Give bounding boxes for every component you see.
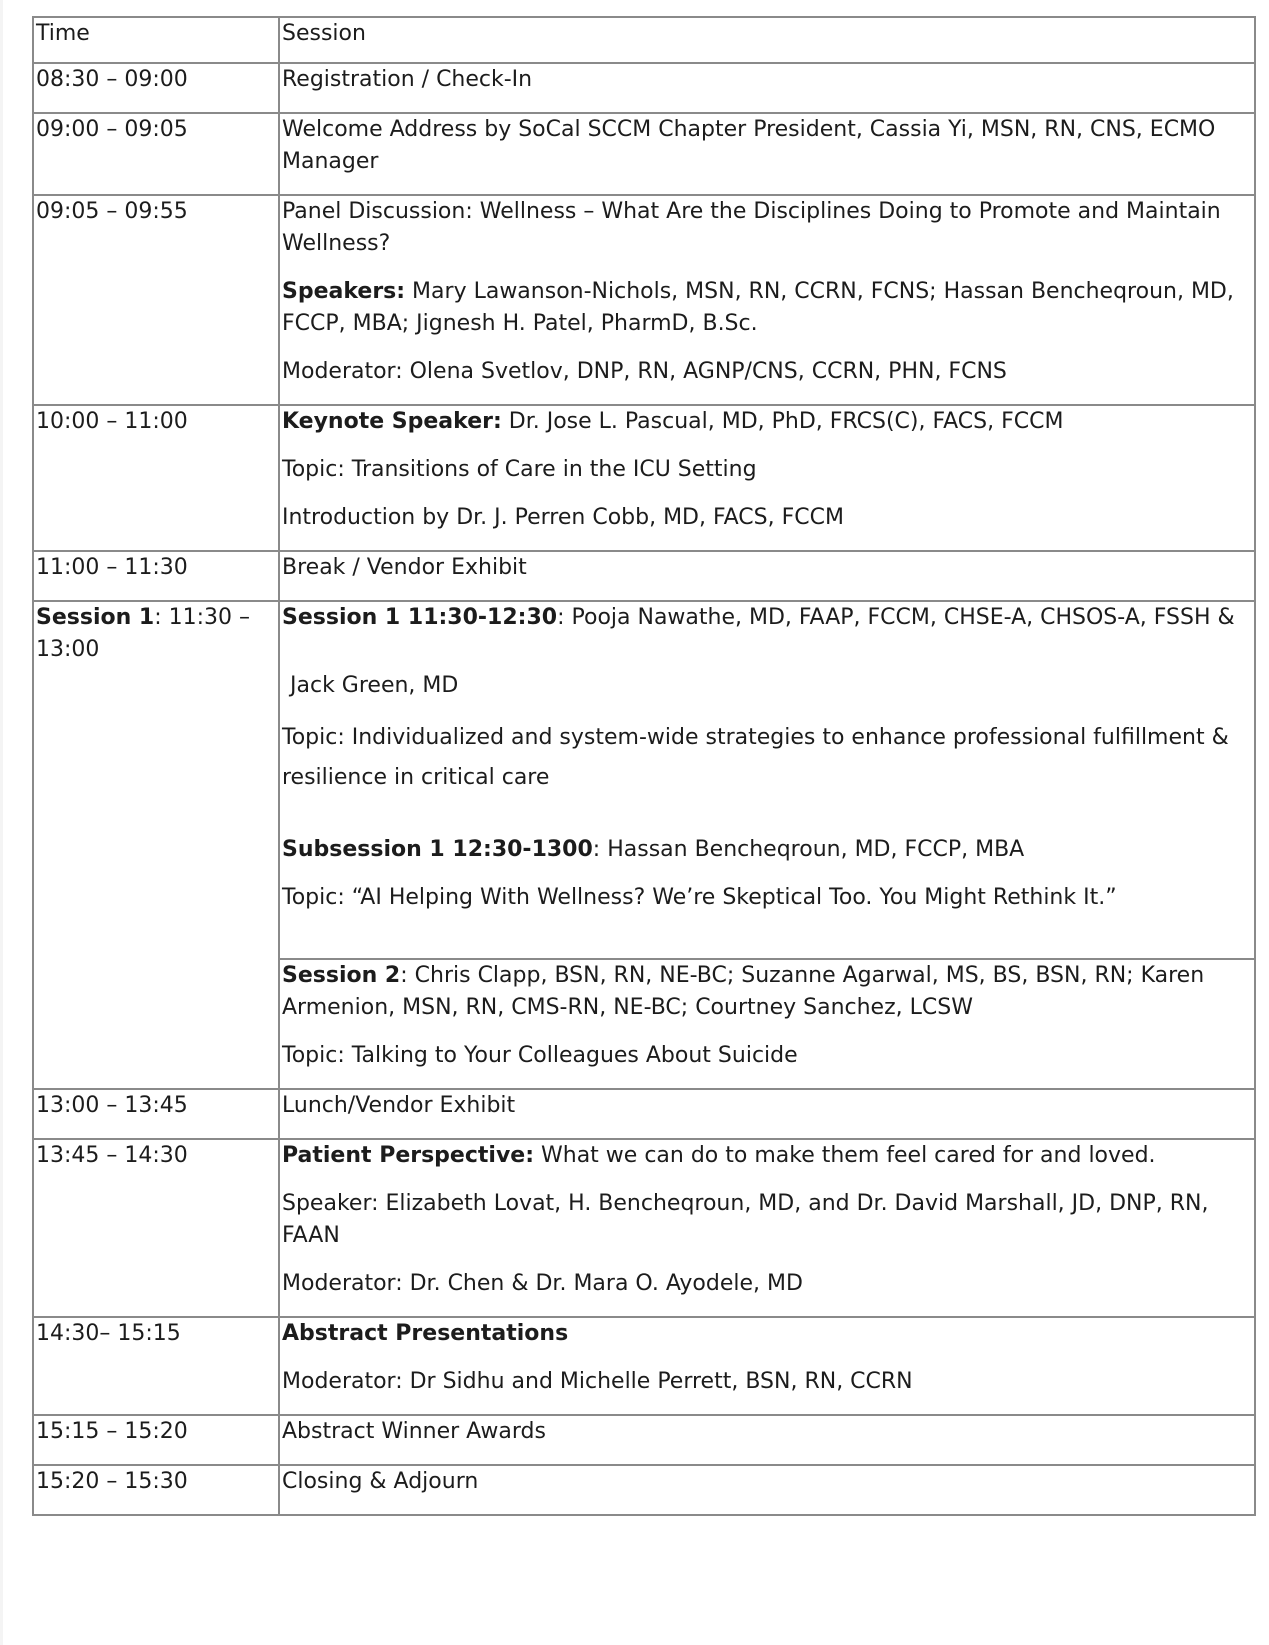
- speakers-label: Speakers:: [282, 279, 406, 304]
- table-row: [33, 1415, 1255, 1465]
- session-2-speakers-text: : Chris Clapp, BSN, RN, NE-BC; Suzanne Agarwal, MS, BS, BSN, RN; Karen Armenion, MSN, RN, CMS-RN, NE-BC; Courtney Sanchez, LCSW: [282, 963, 1205, 1020]
- document-page: [3, 0, 1269, 1645]
- time-cell: 10:00 – 11:00: [33, 405, 279, 551]
- patient-perspective-text: What we can do to make them feel cared for and loved.: [534, 1143, 1156, 1168]
- panel-speakers: [282, 276, 1254, 340]
- abstract-moderator: Moderator: Dr Sidhu and Michelle Perrett, BSN, RN, CCRN: [282, 1369, 913, 1394]
- session-cell: Registration / Check-In: [279, 63, 1255, 113]
- subsession-1-speaker: [282, 834, 1254, 866]
- table-row: [33, 1465, 1255, 1515]
- schedule-table: [32, 16, 1256, 1516]
- time-cell: 15:15 – 15:20: [33, 1415, 279, 1465]
- time-cell: 09:00 – 09:05: [33, 113, 279, 195]
- abstract-presentations-title: [282, 1318, 1254, 1350]
- time-cell: 09:05 – 09:55: [33, 195, 279, 405]
- time-cell: [33, 601, 279, 1089]
- session-1-speaker-2: Jack Green, MD: [290, 673, 459, 698]
- session-2-label: Session 2: [282, 963, 401, 988]
- patient-perspective-label: Patient Perspective:: [282, 1143, 535, 1168]
- session-1-topic-line-1: Topic: Individualized and system-wide strategies to enhance professional fulfillment &: [282, 725, 1229, 750]
- table-row: [33, 1317, 1255, 1415]
- table-row: [33, 63, 1255, 113]
- session-cell: [279, 195, 1255, 405]
- session-1-speakers-text: : Pooja Nawathe, MD, FAAP, FCCM, CHSE-A, CHSOS-A, FSSH &: [557, 605, 1235, 630]
- session-cell: [279, 1317, 1255, 1415]
- table-row: [33, 601, 1255, 959]
- subsession-1-label: Subsession 1 12:30-1300: [282, 837, 593, 862]
- time-cell: 13:00 – 13:45: [33, 1089, 279, 1139]
- keynote-label: Keynote Speaker:: [282, 409, 502, 434]
- session-cell: Break / Vendor Exhibit: [279, 551, 1255, 601]
- session-1-time-label: Session 1: [36, 605, 155, 630]
- session-1-time: : 11:30 – 13:00: [36, 605, 251, 662]
- patient-moderator: Moderator: Dr. Chen & Dr. Mara O. Ayodele, MD: [282, 1271, 803, 1296]
- keynote-topic: Topic: Transitions of Care in the ICU Setting: [282, 457, 757, 482]
- session-2-topic: Topic: Talking to Your Colleagues About Suicide: [282, 1043, 798, 1068]
- session-cell: [279, 1139, 1255, 1317]
- table-row: [33, 405, 1255, 551]
- panel-moderator: Moderator: Olena Svetlov, DNP, RN, AGNP/CNS, CCRN, PHN, FCNS: [282, 359, 1007, 384]
- session-1-topic-line-2: resilience in critical care: [282, 765, 550, 790]
- table-header-row: [33, 17, 1255, 63]
- session-2-speakers: [282, 960, 1254, 1024]
- session-cell: [279, 959, 1255, 1089]
- session-cell: [279, 405, 1255, 551]
- keynote-text: Dr. Jose L. Pascual, MD, PhD, FRCS(C), FACS, FCCM: [501, 409, 1064, 434]
- session-cell: [279, 601, 1255, 959]
- speakers-text: Mary Lawanson-Nichols, MSN, RN, CCRN, FCNS; Hassan Bencheqroun, MD, FCCP, MBA; Jignesh H. Patel, PharmD, B.Sc.: [282, 279, 1234, 336]
- time-cell: 13:45 – 14:30: [33, 1139, 279, 1317]
- subsession-1-topic: Topic: “AI Helping With Wellness? We’re Skeptical Too. You Might Rethink It.”: [282, 885, 1117, 910]
- subsession-1-speaker-text: : Hassan Bencheqroun, MD, FCCP, MBA: [592, 837, 1025, 862]
- table-row: [33, 113, 1255, 195]
- session-1-label: Session 1 11:30-12:30: [282, 605, 558, 630]
- table-row: [33, 1089, 1255, 1139]
- keynote-intro: Introduction by Dr. J. Perren Cobb, MD, FACS, FCCM: [282, 505, 844, 530]
- abstract-presentations-label: Abstract Presentations: [282, 1321, 569, 1346]
- session-cell: Abstract Winner Awards: [279, 1415, 1255, 1465]
- header-session: Session: [279, 17, 1255, 63]
- time-cell: 08:30 – 09:00: [33, 63, 279, 113]
- keynote-speaker: [282, 406, 1254, 438]
- table-row: [33, 195, 1255, 405]
- patient-speaker: Speaker: Elizabeth Lovat, H. Bencheqroun, MD, and Dr. David Marshall, JD, DNP, RN, FAAN: [282, 1191, 1209, 1248]
- session-1-topic: [282, 718, 1254, 798]
- session-cell: Lunch/Vendor Exhibit: [279, 1089, 1255, 1139]
- panel-title: Panel Discussion: Wellness – What Are the Disciplines Doing to Promote and Maintain Wellness?: [282, 199, 1221, 256]
- session-1-speakers: [282, 602, 1254, 634]
- header-time: Time: [33, 17, 279, 63]
- time-cell: 15:20 – 15:30: [33, 1465, 279, 1515]
- table-row: [33, 551, 1255, 601]
- time-cell: 14:30– 15:15: [33, 1317, 279, 1415]
- table-row: [33, 1139, 1255, 1317]
- time-cell: 11:00 – 11:30: [33, 551, 279, 601]
- session-cell: Welcome Address by SoCal SCCM Chapter President, Cassia Yi, MSN, RN, CNS, ECMO Manager: [279, 113, 1255, 195]
- session-cell: Closing & Adjourn: [279, 1465, 1255, 1515]
- patient-perspective: [282, 1140, 1254, 1172]
